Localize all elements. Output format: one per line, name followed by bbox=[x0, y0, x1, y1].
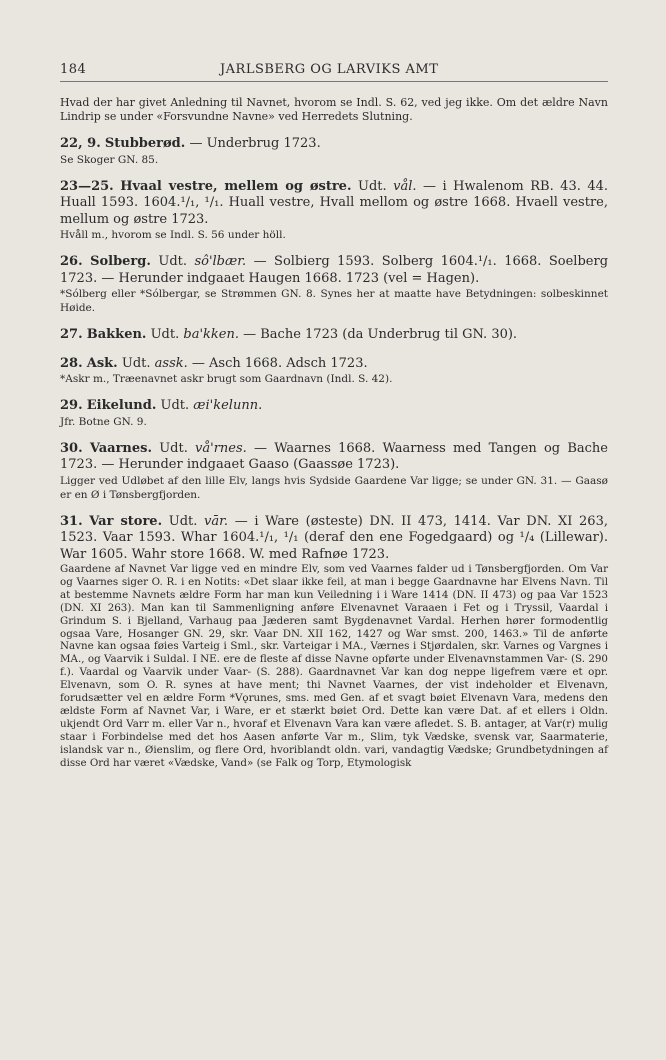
entry-name: Solberg. bbox=[90, 254, 151, 269]
entry-udt: Udt. bbox=[150, 327, 180, 342]
entry-number: 31. bbox=[60, 513, 83, 529]
entry-note: Se Skoger GN. 85. bbox=[60, 153, 159, 166]
entry-22 bbox=[60, 136, 608, 167]
entry-pronunciation: assk. bbox=[154, 355, 188, 371]
running-title: JARLSBERG OG LARVIKS AMT bbox=[219, 62, 439, 77]
entry-pronunciation: ba'kken. bbox=[183, 327, 239, 342]
entry-text: — i Hwalenom RB. 43. 44. Huall 1593. 1604.¹/₁, ¹/₁. Huall vestre, Hvall mellom og østre 1668. Hvaell vestre, mellum og østre 1723. bbox=[60, 178, 609, 227]
entry-note: Hvåll m., hvorom se Indl. S. 56 under höll. bbox=[60, 229, 286, 241]
entry-number: 29. bbox=[60, 398, 83, 413]
entry-number: 22, 9. bbox=[60, 136, 101, 151]
entry-30 bbox=[60, 441, 608, 502]
entry-26 bbox=[60, 254, 608, 315]
entry-number: 28. bbox=[60, 355, 83, 371]
entry-note: Ligger ved Udløbet af den lille Elv, langs hvis Sydside Gaardene Var ligge; se under GN. 31. — Gaasø er en Ø i Tønsbergfjorden. bbox=[60, 474, 608, 501]
entry-name: Ask. bbox=[86, 355, 118, 371]
page-number: 184 bbox=[60, 62, 87, 77]
entry-heading bbox=[60, 254, 608, 287]
entry-note: *Askr m., Træenavnet askr brugt som Gaardnavn (Indl. S. 42). bbox=[60, 373, 393, 385]
entry-note: Jfr. Botne GN. 9. bbox=[60, 415, 147, 428]
entry-heading bbox=[60, 356, 608, 373]
entry-name: Hvaal vestre, mellem og østre. bbox=[120, 178, 352, 194]
entry-udt: Udt. bbox=[158, 254, 187, 269]
entry-heading bbox=[60, 398, 608, 415]
entry-name: Var store. bbox=[89, 513, 163, 529]
entry-number: 26. bbox=[60, 254, 83, 269]
entry-heading bbox=[60, 136, 608, 153]
entry-udt: Udt. bbox=[159, 440, 188, 456]
entry-27 bbox=[60, 327, 608, 344]
entry-udt: Udt. bbox=[168, 513, 198, 529]
entry-heading bbox=[60, 179, 608, 229]
entry-heading bbox=[60, 327, 608, 344]
entry-udt: Udt. bbox=[121, 355, 151, 371]
entry-udt: Udt. bbox=[160, 398, 190, 413]
entry-udt: Udt. bbox=[357, 178, 387, 194]
entry-text: — i Ware (østeste) DN. II 473, 1414. Var DN. XI 263, 1523. Vaar 1593. Whar 1604.¹/₁, ¹/₁ (deraf den ene Fogedgaard) og ¹/₄ (Lillewar). War 1605. Wahr store 1668. W. med Rafnøe 1723. bbox=[60, 513, 608, 562]
entry-pronunciation: vål. bbox=[393, 178, 417, 194]
entry-31 bbox=[60, 514, 608, 770]
entry-name: Vaarnes. bbox=[89, 440, 152, 456]
entry-text: — Asch 1668. Adsch 1723. bbox=[191, 355, 368, 371]
entry-text: — Bache 1723 (da Underbrug til GN. 30). bbox=[243, 327, 518, 342]
entry-23-25 bbox=[60, 179, 608, 243]
entry-28 bbox=[60, 356, 608, 387]
entry-text: — Waarnes 1668. Waarness med Tangen og Bache 1723. — Herunder indgaaet Gaaso (Gaassøe 1723). bbox=[60, 440, 608, 472]
page-body bbox=[60, 96, 608, 770]
intro-paragraph: Hvad der har givet Anledning til Navnet, hvorom se Indl. S. 62, ved jeg ikke. Om det ældre Navn Lindrip se under «Forsvundne Navne» ved Herredets Slutning. bbox=[60, 96, 608, 123]
entry-text: — Underbrug 1723. bbox=[189, 136, 321, 151]
entry-text: — Solbierg 1593. Solberg 1604.¹/₁. 1668. Soelberg 1723. — Herunder indgaaet Haugen 1668. 1723 (vel = Hagen). bbox=[60, 254, 609, 286]
entry-name: Stubberød. bbox=[104, 136, 186, 151]
entry-pronunciation: vār. bbox=[204, 513, 229, 529]
entry-heading bbox=[60, 441, 608, 474]
entry-heading bbox=[60, 514, 608, 564]
entry-pronunciation: æi'kelunn. bbox=[193, 398, 263, 413]
entry-number: 30. bbox=[60, 440, 83, 456]
entry-pronunciation: sô'lbær. bbox=[194, 254, 247, 269]
entry-number: 27. bbox=[60, 327, 83, 342]
running-header bbox=[60, 62, 608, 82]
entry-name: Bakken. bbox=[86, 327, 147, 342]
entry-name: Eikelund. bbox=[86, 398, 157, 413]
entry-note: Gaardene af Navnet Var ligge ved en mindre Elv, som ved Vaarnes falder ud i Tønsbergfjorden. Om Var og Vaarnes siger O. R. i en Notits: «Det slaar ikke feil, at man i begge Gaardnavne har Elvens Navn. Til at bestemme Navnets ældre Form har man kun Veiledning i i Ware 1414 (DN. II 473) og paa Var 1523 (DN. XI 263). Man kan til Sammenligning anføre Elvenavnet Varaaen i Fet og i Tryssil, Vaardal i Grindum S. i Bjelland, Varhaug paa Jæderen samt Bygdenavnet Vardal. Herhen hører formodentlig ogsaa Vare, Hosanger GN. 29, skr. Vaar DN. XII 162, 1427 og War smst. 200, 1463.» Til de anførte Navne kan ogsaa føies Varteig i Sml., skr. Varteigar i MA., Værnes i Stjørdalen, skr. Varnes og Vargnes i MA., og Vaarvik i Suldal. I NE. ere de fleste af disse Navne opførte under Elvenavnstammen Var- (S. 290 f.). Vaardal og Vaarvik under Vaar- (S. 288). Gaardnavnet Var kan dog neppe ligefrem være et opr. Elvenavn, som O. R. synes at have ment; thi Navnet Vaarnes, der vist indeholder et Elvenavn, forudsætter vel en ældre Form *Vǫrunes, sms. med Gen. af et svagt bøiet Elvenavn Vara, medens den ældste Form af Navnet Var, i Ware, er et stærkt bøiet Ord. Dette kan være Dat. af et ellers i Oldn. ukjendt Ord Varr m. eller Var n., hvoraf et Elvenavn Vara kan være afledet. S. B. antager, at Var(r) mulig staar i Forbindelse med det hos Aasen anførte Var m., Slim, tyk Vædske, svensk var, Saarmaterie, islandsk var n., Øienslim, og flere Ord, hvoriblandt oldn. vari, vandagtig Vædske; Grundbetydningen af disse Ord har været «Vædske, Vand» (se Falk og Torp, Etymologisk bbox=[60, 563, 608, 769]
entry-pronunciation: vå'rnes. bbox=[195, 440, 247, 456]
entry-note: *Sólberg eller *Sólbergar, se Strømmen GN. 8. Synes her at maatte have Betydningen: solbeskinnet Høide. bbox=[60, 288, 608, 314]
entry-29 bbox=[60, 398, 608, 429]
entry-number: 23—25. bbox=[60, 178, 114, 194]
